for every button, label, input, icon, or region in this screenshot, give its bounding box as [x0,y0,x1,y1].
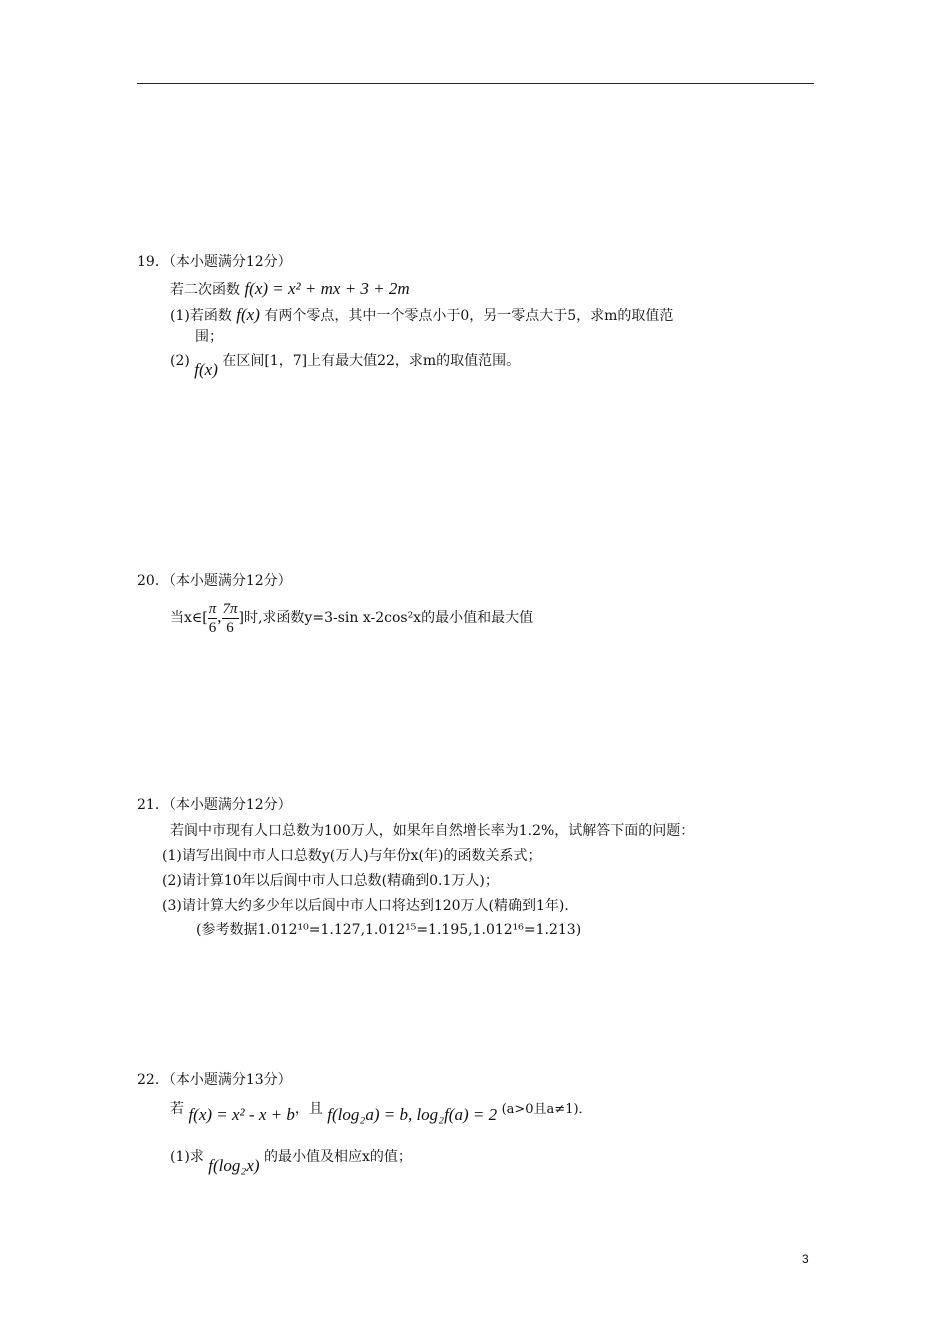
q19-header: 19．（本小题满分12分） [137,254,292,270]
q20-text-prefix: 当x∈[ [170,610,208,626]
q21-part3: (3)请计算大约多少年以后阆中市人口将达到120万人(精确到1年)． [162,898,579,914]
q22-intro [170,1098,592,1124]
q21-part1: (1)请写出阆中市人口总数y(万人)与年份x(年)的函数关系式； [162,848,542,864]
q19-part2 [170,350,521,379]
q21-header: 21．（本小题满分12分） [137,797,292,813]
q22-condition: (a>0且a≠1)． [501,1102,592,1117]
q22-intro-prefix: 若 [170,1101,184,1117]
q22-p1-prefix: (1)求 [170,1149,204,1165]
q19-p2-func: f(x) [194,360,218,379]
q19-intro-func: f(x) = x² + mx + 3 + 2m [244,279,410,298]
page-number: 3 [802,1252,809,1266]
q19-p1-prefix: (1)若函数 [170,308,232,324]
q20-text-suffix: ]时,求函数y=3-sin x-2cos²x的最小值和最大值 [238,610,534,626]
q20-frac-pi-6 [208,600,218,637]
q22-part1 [170,1146,412,1175]
q22-p1-func: f(log₂x) [208,1156,260,1175]
q20-header: 20．（本小题满分12分） [137,573,292,589]
q21-intro: 若阆中市现有人口总数为100万人，如果年自然增长率为1.2%，试解答下面的问题： [170,823,695,839]
q20-frac1-num: π [208,600,217,617]
q19-p2-text: 在区间[1，7]上有最大值22，求m的取值范围。 [222,353,521,369]
q19-intro [170,279,410,300]
q19-p1-text: 有两个零点，其中一个零点小于0，另一零点大于5，求m的取值范 [264,308,674,324]
q22-func2: f(log₂a) = b, log₂f(a) = 2 [327,1105,498,1124]
q19-p1-func: f(x) [236,305,260,324]
q20-frac1-den: 6 [208,619,217,636]
q19-intro-prefix: 若二次函数 [170,282,240,298]
header-rule [137,83,814,84]
q20-text: 当x∈[ $\frac{\pi}{6}$ , $\frac{7\pi}{6}$ ]时,求函数y=3-sin x-2cos²x的最小值和最大值 [170,600,534,636]
q21-reference: (参考数据1.012¹⁰=1.127,1.012¹⁵=1.195,1.012¹⁶=1.213) [196,922,582,938]
q22-mid: ，且 [294,1101,323,1117]
q21-part2: (2)请计算10年以后阆中市人口总数(精确到0.1万人)； [162,873,499,889]
q19-part1-cont: 围； [195,329,223,345]
q22-p1-text: 的最小值及相应x的值； [263,1149,412,1165]
q22-header: 22．（本小题满分13分） [137,1072,292,1088]
q19-part1 [170,305,673,326]
q22-func1: f(x) = x² - x + b [188,1105,295,1124]
q20-frac2-num: 7π [222,600,238,617]
q20-frac2-den: 6 [226,619,234,636]
q19-p2-prefix: (2) [170,353,190,369]
q20-frac-7pi-6 [222,600,239,637]
